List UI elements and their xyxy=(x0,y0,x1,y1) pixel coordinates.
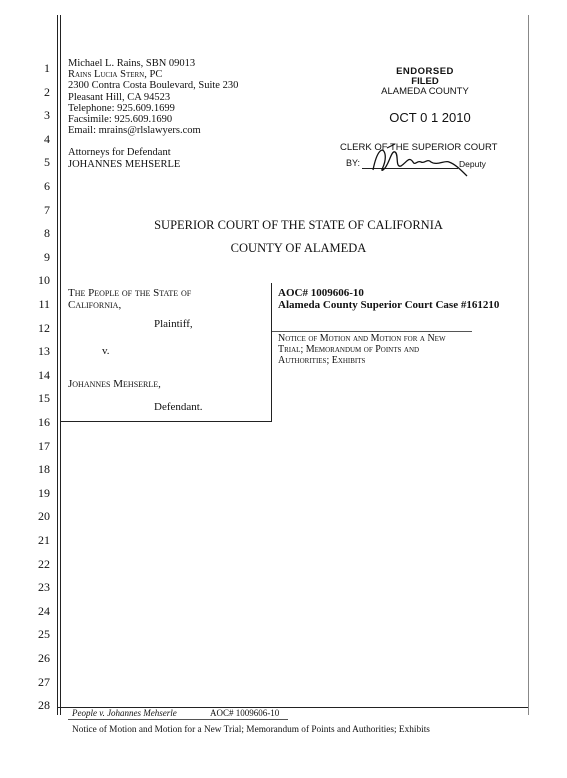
line-number: 12 xyxy=(38,320,50,335)
footer-aoc: AOC# 1009606-10 xyxy=(210,708,280,718)
line-number: 20 xyxy=(38,509,50,524)
stamp-county: ALAMEDA COUNTY xyxy=(381,86,469,97)
signature-icon xyxy=(365,140,475,180)
caption-right-rule xyxy=(272,331,472,332)
right-margin-rule xyxy=(528,15,529,715)
court-county: COUNTY OF ALAMEDA xyxy=(230,241,367,255)
line-number: 18 xyxy=(38,462,50,477)
attorney-role: Attorneys for Defendant xyxy=(68,147,171,159)
court-name: SUPERIOR COURT OF THE STATE OF CALIFORNIA xyxy=(154,218,443,232)
line-number: 2 xyxy=(44,84,50,99)
footer-rule-lower xyxy=(68,719,288,720)
stamp-endorsed: ENDORSED xyxy=(396,66,454,77)
line-number: 25 xyxy=(38,627,50,642)
line-number: 11 xyxy=(38,297,50,311)
left-margin-rule xyxy=(57,15,58,715)
attorney-line: Rains Lucia Stern, PC xyxy=(68,69,163,81)
line-number: 5 xyxy=(44,155,50,170)
stamp-filed: FILED xyxy=(411,76,439,87)
attorney-line: Telephone: 925.609.1699 xyxy=(68,102,175,114)
left-margin-rule-inner xyxy=(60,15,61,715)
footer-case-name: People v. Johannes Mehserle xyxy=(72,708,177,718)
line-number: 19 xyxy=(38,485,50,500)
case-aoc: AOC# 1009606-10 xyxy=(278,287,364,299)
defendant-name: Johannes Mehserle, xyxy=(68,378,161,390)
stamp-deputy: Deputy xyxy=(459,159,486,169)
attorney-line: 2300 Contra Costa Boulevard, Suite 230 xyxy=(68,80,239,92)
line-number: 9 xyxy=(44,249,50,264)
plaintiff-label: Plaintiff, xyxy=(154,318,193,330)
line-number: 27 xyxy=(38,674,50,689)
line-number: 16 xyxy=(38,415,50,429)
plaintiff-name: The People of the State of xyxy=(68,287,192,299)
attorney-line: Pleasant Hill, CA 94523 xyxy=(68,91,171,103)
line-number: 23 xyxy=(38,580,50,595)
line-number: 4 xyxy=(44,131,50,146)
attorney-line: Email: mrains@rlslawyers.com xyxy=(68,125,201,137)
case-number: Alameda County Superior Court Case #161210 xyxy=(278,299,500,311)
line-number: 10 xyxy=(38,273,50,288)
line-number: 15 xyxy=(38,391,50,406)
line-number: 1 xyxy=(44,61,50,75)
line-number: 24 xyxy=(38,603,50,618)
stamp-clerk: CLERK OF THE SUPERIOR COURT xyxy=(340,142,498,153)
plaintiff-name-cont: California, xyxy=(68,299,122,311)
line-number: 22 xyxy=(38,556,50,571)
attorney-line: Facsimile: 925.609.1690 xyxy=(68,114,173,126)
defendant-label: Defendant. xyxy=(154,401,203,413)
document-title: Notice of Motion and Motion for a New xyxy=(278,333,446,344)
line-number: 3 xyxy=(44,108,50,123)
line-number: 7 xyxy=(44,202,50,217)
filing-stamp xyxy=(370,66,480,97)
attorney-client: JOHANNES MEHSERLE xyxy=(68,158,181,170)
line-number: 8 xyxy=(44,226,50,241)
line-number: 6 xyxy=(44,179,50,193)
line-number: 21 xyxy=(38,533,50,547)
footer-doc-title: Notice of Motion and Motion for a New Trial; Memorandum of Points and Authorities; Exhibits xyxy=(72,725,430,735)
line-number: 26 xyxy=(38,651,50,665)
line-number: 14 xyxy=(38,367,50,382)
line-number: 17 xyxy=(38,438,50,453)
versus: v. xyxy=(102,345,110,357)
line-number: 28 xyxy=(38,698,50,713)
document-title-cont: Authorities; Exhibits xyxy=(278,355,366,366)
stamp-date: OCT 0 1 2010 xyxy=(389,110,471,125)
attorney-block xyxy=(68,58,238,170)
line-number: 13 xyxy=(38,344,50,359)
attorney-line: Michael L. Rains, SBN 09013 xyxy=(68,58,196,69)
stamp-by: BY: xyxy=(346,158,361,168)
caption-divider xyxy=(271,283,272,422)
caption-bottom-rule xyxy=(61,421,272,422)
document-title-cont: Trial; Memorandum of Points and xyxy=(278,344,420,355)
